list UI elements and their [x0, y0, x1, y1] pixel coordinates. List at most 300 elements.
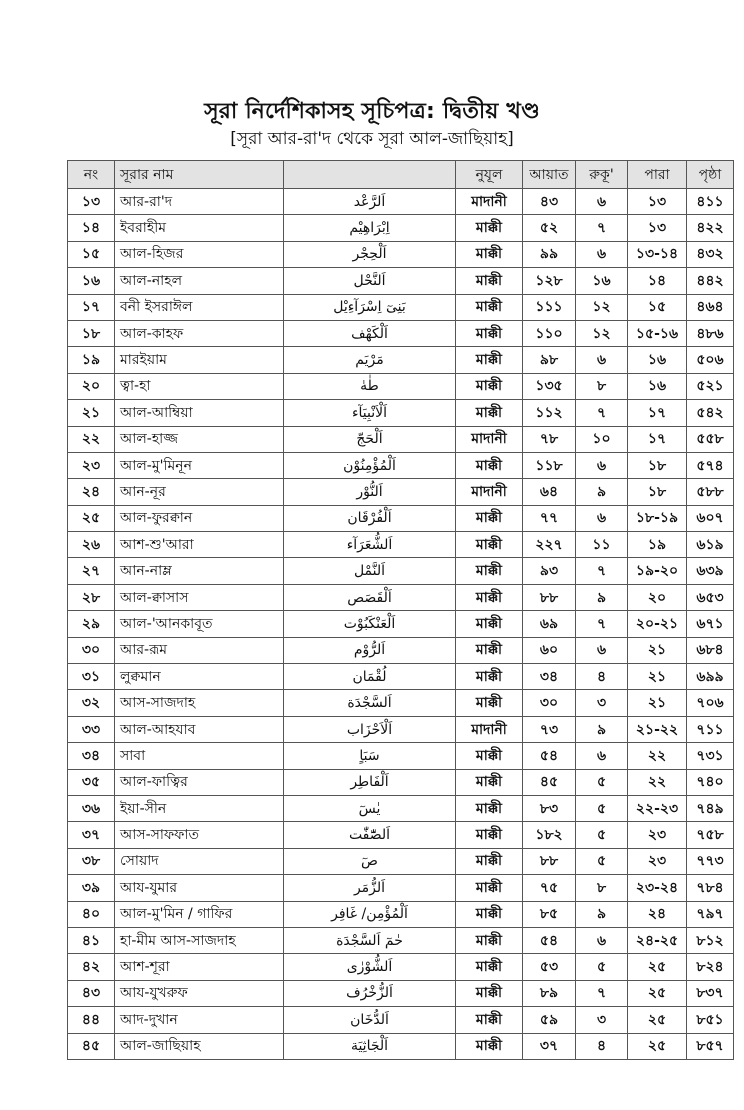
surah-name-bangla: সাবা — [115, 743, 284, 769]
surah-name-arabic: اَلْحِجْر — [284, 241, 456, 267]
surah-number: ১৮ — [68, 320, 115, 346]
surah-number: ৩৬ — [68, 795, 115, 821]
ruku-count: ৬ — [576, 241, 628, 267]
para-range: ১৩ — [628, 189, 687, 215]
page-number: ৫৭৪ — [687, 452, 734, 478]
page-number: ৭০৬ — [687, 690, 734, 716]
page-number: ৪২২ — [687, 215, 734, 241]
ayat-count: ৫৯ — [523, 1007, 576, 1033]
revelation-type: মাক্কী — [456, 611, 523, 637]
table-row — [68, 875, 734, 901]
surah-name-bangla: আল-ফাত্বির — [115, 769, 284, 795]
revelation-type: মাক্কী — [456, 294, 523, 320]
surah-name-bangla: আস-সাফফাত — [115, 822, 284, 848]
header-ayat: আয়াত — [523, 161, 576, 189]
page-number: ৪৩২ — [687, 241, 734, 267]
page-number: ৮১২ — [687, 927, 734, 953]
ayat-count: ১১২ — [523, 400, 576, 426]
surah-name-bangla: আল-'আনকাবূত — [115, 611, 284, 637]
surah-name-bangla: আল-আহযাব — [115, 716, 284, 742]
page-number: ৭৪০ — [687, 769, 734, 795]
ayat-count: ১২৮ — [523, 268, 576, 294]
header-no: নং — [68, 161, 115, 189]
para-range: ২৫ — [628, 1033, 687, 1059]
surah-name-bangla: আশ-শু'আরা — [115, 532, 284, 558]
surah-number: ১৫ — [68, 241, 115, 267]
surah-name-arabic: اَلزُّمَر — [284, 875, 456, 901]
revelation-type: মাক্কী — [456, 980, 523, 1006]
ruku-count: ৪ — [576, 1033, 628, 1059]
surah-name-arabic: اَلسَّجْدَة — [284, 690, 456, 716]
para-range: ২১ — [628, 664, 687, 690]
surah-name-bangla: আর-রূম — [115, 637, 284, 663]
ruku-count: ১১ — [576, 532, 628, 558]
table-row — [68, 373, 734, 399]
ayat-count: ৩৪ — [523, 664, 576, 690]
surah-number: ১৪ — [68, 215, 115, 241]
ruku-count: ৫ — [576, 795, 628, 821]
surah-name-arabic: اَلنُّوْر — [284, 479, 456, 505]
surah-number: ২৭ — [68, 558, 115, 584]
para-range: ২৫ — [628, 1007, 687, 1033]
page-number: ৪৮৬ — [687, 320, 734, 346]
surah-name-bangla: মারইয়াম — [115, 347, 284, 373]
para-range: ১৩ — [628, 215, 687, 241]
page-number: ৮৫১ — [687, 1007, 734, 1033]
surah-name-bangla: আল-ক্বাসাস — [115, 584, 284, 610]
surah-name-arabic: طٰهٰ — [284, 373, 456, 399]
para-range: ১৮ — [628, 479, 687, 505]
surah-name-arabic: سَبَاٍ — [284, 743, 456, 769]
ayat-count: ৫৪ — [523, 743, 576, 769]
surah-number: ১৭ — [68, 294, 115, 320]
revelation-type: মাক্কী — [456, 743, 523, 769]
ayat-count: ৮৮ — [523, 848, 576, 874]
ayat-count: ৬৯ — [523, 611, 576, 637]
ruku-count: ৯ — [576, 584, 628, 610]
surah-name-arabic: اَلْجَاثِيَة — [284, 1033, 456, 1059]
table-row — [68, 558, 734, 584]
page-number: ৬৫৩ — [687, 584, 734, 610]
header-surah-name: সূরার নাম — [115, 161, 284, 189]
ruku-count: ৬ — [576, 189, 628, 215]
table-row — [68, 637, 734, 663]
surah-name-bangla: বনী ইসরাঈল — [115, 294, 284, 320]
surah-name-bangla: হা-মীম আস-সাজদাহ — [115, 927, 284, 953]
para-range: ২১ — [628, 690, 687, 716]
ayat-count: ৪৩ — [523, 189, 576, 215]
surah-name-bangla: ইয়া-সীন — [115, 795, 284, 821]
ruku-count: ৬ — [576, 505, 628, 531]
surah-number: ৪৪ — [68, 1007, 115, 1033]
surah-name-arabic: بَنِىٓ اِسْرَآءِيْل — [284, 294, 456, 320]
ayat-count: ৫৩ — [523, 954, 576, 980]
para-range: ১৮ — [628, 452, 687, 478]
table-row — [68, 320, 734, 346]
surah-number: ১৯ — [68, 347, 115, 373]
ayat-count: ১১১ — [523, 294, 576, 320]
page-number: ৪৬৪ — [687, 294, 734, 320]
ruku-count: ৭ — [576, 611, 628, 637]
ruku-count: ৫ — [576, 769, 628, 795]
surah-name-bangla: আন-নাম্ল — [115, 558, 284, 584]
para-range: ২৪ — [628, 901, 687, 927]
surah-name-bangla: আল-জাছিয়াহ — [115, 1033, 284, 1059]
page-number: ৭৪৯ — [687, 795, 734, 821]
table-row — [68, 452, 734, 478]
table-row — [68, 479, 734, 505]
para-range: ২৪-২৫ — [628, 927, 687, 953]
para-range: ১৫ — [628, 294, 687, 320]
table-row — [68, 822, 734, 848]
surah-name-bangla: আল-মু'মিনূন — [115, 452, 284, 478]
surah-name-bangla: আল-হাজ্জ — [115, 426, 284, 452]
ayat-count: ৮৩ — [523, 795, 576, 821]
ruku-count: ৮ — [576, 373, 628, 399]
para-range: ১৬ — [628, 347, 687, 373]
ayat-count: ৯৮ — [523, 347, 576, 373]
ayat-count: ৭৭ — [523, 505, 576, 531]
page-number: ৬৯৯ — [687, 664, 734, 690]
header-page: পৃষ্ঠা — [687, 161, 734, 189]
ayat-count: ৩০ — [523, 690, 576, 716]
ruku-count: ১৬ — [576, 268, 628, 294]
table-row — [68, 347, 734, 373]
header-nuzul: নুযূল — [456, 161, 523, 189]
para-range: ১৯ — [628, 532, 687, 558]
surah-name-arabic: اَلزُّخْرُف — [284, 980, 456, 1006]
ayat-count: ৯৯ — [523, 241, 576, 267]
revelation-type: মাক্কী — [456, 532, 523, 558]
surah-name-arabic: اَلْقَصَص — [284, 584, 456, 610]
header-para: পারা — [628, 161, 687, 189]
revelation-type: মাক্কী — [456, 795, 523, 821]
ayat-count: ৩৭ — [523, 1033, 576, 1059]
para-range: ১৬ — [628, 373, 687, 399]
surah-name-arabic: اَلْحَجّ — [284, 426, 456, 452]
table-row — [68, 927, 734, 953]
surah-name-bangla: আল-মু'মিন / গাফির — [115, 901, 284, 927]
ayat-count: ৬৪ — [523, 479, 576, 505]
ruku-count: ৫ — [576, 848, 628, 874]
surah-name-arabic: اَلْكَهْف — [284, 320, 456, 346]
surah-name-arabic: اَلْمُؤْمِن/ غَافِر — [284, 901, 456, 927]
ruku-count: ৯ — [576, 901, 628, 927]
revelation-type: মাক্কী — [456, 901, 523, 927]
surah-name-arabic: لُقْمَان — [284, 664, 456, 690]
surah-number: ৪০ — [68, 901, 115, 927]
ruku-count: ৬ — [576, 347, 628, 373]
header-ruku: রুকূ' — [576, 161, 628, 189]
para-range: ১৫-১৬ — [628, 320, 687, 346]
revelation-type: মাক্কী — [456, 268, 523, 294]
para-range: ১৩-১৪ — [628, 241, 687, 267]
surah-name-arabic: اَلشُّوْرٰى — [284, 954, 456, 980]
ayat-count: ৫৪ — [523, 927, 576, 953]
revelation-type: মাক্কী — [456, 637, 523, 663]
surah-name-bangla: আল-কাহফ — [115, 320, 284, 346]
para-range: ২১ — [628, 637, 687, 663]
ruku-count: ৮ — [576, 875, 628, 901]
surah-name-arabic: اَلصّٰٓفّٰت — [284, 822, 456, 848]
page-number: ৭৩১ — [687, 743, 734, 769]
surah-number: ৪৩ — [68, 980, 115, 1006]
table-row — [68, 426, 734, 452]
table-row — [68, 400, 734, 426]
surah-name-arabic: اَلْمُؤْمِنُوْن — [284, 452, 456, 478]
table-row — [68, 294, 734, 320]
ruku-count: ৬ — [576, 743, 628, 769]
table-row — [68, 664, 734, 690]
surah-name-arabic: صٓ — [284, 848, 456, 874]
revelation-type: মাক্কী — [456, 875, 523, 901]
page-number: ৬১৯ — [687, 532, 734, 558]
table-row — [68, 215, 734, 241]
page-title: সূরা নির্দেশিকাসহ সূচিপত্র: দ্বিতীয় খণ্ড — [204, 99, 540, 124]
surah-number: ২৫ — [68, 505, 115, 531]
para-range: ১৭ — [628, 426, 687, 452]
page-number: ৮৫৭ — [687, 1033, 734, 1059]
ayat-count: ৮৮ — [523, 584, 576, 610]
table-row — [68, 690, 734, 716]
surah-number: ৪৫ — [68, 1033, 115, 1059]
table-row — [68, 769, 734, 795]
surah-name-arabic: اَلْعَنْكَبُوْت — [284, 611, 456, 637]
ruku-count: ১২ — [576, 320, 628, 346]
surah-name-bangla: আর-রা'দ — [115, 189, 284, 215]
surah-name-arabic: اَلْاَنْبِيَآء — [284, 400, 456, 426]
para-range: ১৪ — [628, 268, 687, 294]
page-number: ৮২৪ — [687, 954, 734, 980]
surah-index-table — [67, 160, 734, 1060]
surah-name-bangla: আদ-দুখান — [115, 1007, 284, 1033]
surah-name-bangla: আয-যুমার — [115, 875, 284, 901]
ayat-count: ৭৩ — [523, 716, 576, 742]
revelation-type: মাক্কী — [456, 505, 523, 531]
revelation-type: মাক্কী — [456, 664, 523, 690]
surah-number: ৩৮ — [68, 848, 115, 874]
table-row — [68, 268, 734, 294]
revelation-type: মাদানী — [456, 426, 523, 452]
revelation-type: মাক্কী — [456, 400, 523, 426]
ayat-count: ৮৫ — [523, 901, 576, 927]
para-range: ১৯-২০ — [628, 558, 687, 584]
revelation-type: মাক্কী — [456, 1007, 523, 1033]
ruku-count: ৯ — [576, 479, 628, 505]
ruku-count: ৬ — [576, 452, 628, 478]
table-row — [68, 954, 734, 980]
ayat-count: ৮৯ — [523, 980, 576, 1006]
revelation-type: মাদানী — [456, 189, 523, 215]
surah-name-bangla: আয-যুখরুফ — [115, 980, 284, 1006]
revelation-type: মাক্কী — [456, 690, 523, 716]
para-range: ২২ — [628, 769, 687, 795]
page-number: ৫৫৮ — [687, 426, 734, 452]
page-number: ৭৭৩ — [687, 848, 734, 874]
surah-number: ৩৩ — [68, 716, 115, 742]
page-number: ৬০৭ — [687, 505, 734, 531]
surah-number: ৩৫ — [68, 769, 115, 795]
page-number: ৫২১ — [687, 373, 734, 399]
surah-name-bangla: ত্বা-হা — [115, 373, 284, 399]
page-number: ৭৫৮ — [687, 822, 734, 848]
para-range: ২৫ — [628, 980, 687, 1006]
surah-number: ৩৪ — [68, 743, 115, 769]
header-arabic-name — [284, 161, 456, 189]
revelation-type: মাক্কী — [456, 927, 523, 953]
surah-number: ২৬ — [68, 532, 115, 558]
ruku-count: ৭ — [576, 980, 628, 1006]
surah-number: ২৮ — [68, 584, 115, 610]
revelation-type: মাক্কী — [456, 954, 523, 980]
table-row — [68, 1007, 734, 1033]
ruku-count: ৯ — [576, 716, 628, 742]
surah-name-bangla: আন-নূর — [115, 479, 284, 505]
surah-name-arabic: اَلدُّخَان — [284, 1007, 456, 1033]
para-range: ২০ — [628, 584, 687, 610]
ruku-count: ৫ — [576, 822, 628, 848]
surah-number: ১৬ — [68, 268, 115, 294]
ruku-count: ৭ — [576, 558, 628, 584]
ruku-count: ৭ — [576, 215, 628, 241]
revelation-type: মাক্কী — [456, 1033, 523, 1059]
surah-name-bangla: আস-সাজদাহ — [115, 690, 284, 716]
revelation-type: মাক্কী — [456, 558, 523, 584]
table-row — [68, 795, 734, 821]
page-number: ৫৪২ — [687, 400, 734, 426]
page-number: ৭১১ — [687, 716, 734, 742]
surah-name-bangla: সোয়াদ — [115, 848, 284, 874]
ayat-count: ৯৩ — [523, 558, 576, 584]
surah-number: ২১ — [68, 400, 115, 426]
revelation-type: মাক্কী — [456, 848, 523, 874]
para-range: ২২ — [628, 743, 687, 769]
table-row — [68, 980, 734, 1006]
revelation-type: মাদানী — [456, 716, 523, 742]
surah-number: ২৪ — [68, 479, 115, 505]
ruku-count: ৩ — [576, 690, 628, 716]
page-subtitle: [সূরা আর-রা'দ থেকে সূরা আল-জাছিয়াহ] — [230, 129, 514, 149]
surah-name-bangla: আল-হিজর — [115, 241, 284, 267]
page-number: ৬৭১ — [687, 611, 734, 637]
ayat-count: ৭৮ — [523, 426, 576, 452]
surah-number: ২০ — [68, 373, 115, 399]
revelation-type: মাক্কী — [456, 373, 523, 399]
page-number: ৭৯৭ — [687, 901, 734, 927]
ayat-count: ৫২ — [523, 215, 576, 241]
surah-name-arabic: اِبْرَاهِيْم — [284, 215, 456, 241]
surah-number: ৩৭ — [68, 822, 115, 848]
table-row — [68, 611, 734, 637]
ruku-count: ১০ — [576, 426, 628, 452]
surah-name-bangla: লুক্বমান — [115, 664, 284, 690]
page-number: ৫০৬ — [687, 347, 734, 373]
ayat-count: ১১০ — [523, 320, 576, 346]
page-number: ৬৮৪ — [687, 637, 734, 663]
ruku-count: ৬ — [576, 927, 628, 953]
surah-number: ২৯ — [68, 611, 115, 637]
page-number: ৪৪২ — [687, 268, 734, 294]
table-row — [68, 1033, 734, 1059]
surah-number: ৩০ — [68, 637, 115, 663]
ruku-count: ৫ — [576, 954, 628, 980]
surah-name-arabic: اَلشُّعَرَآء — [284, 532, 456, 558]
revelation-type: মাক্কী — [456, 769, 523, 795]
ayat-count: ৭৫ — [523, 875, 576, 901]
ayat-count: ৬০ — [523, 637, 576, 663]
surah-name-arabic: يٰسٓ — [284, 795, 456, 821]
table-row — [68, 505, 734, 531]
table-row — [68, 584, 734, 610]
surah-name-bangla: আল-ফুরক্বান — [115, 505, 284, 531]
surah-name-arabic: اَلْفَاطِر — [284, 769, 456, 795]
para-range: ২২-২৩ — [628, 795, 687, 821]
page-number: ৬৩৯ — [687, 558, 734, 584]
table-row — [68, 901, 734, 927]
surah-name-arabic: اَلنَّمْل — [284, 558, 456, 584]
surah-name-arabic: مَرْيَم — [284, 347, 456, 373]
ruku-count: ৪ — [576, 664, 628, 690]
table-row — [68, 532, 734, 558]
ayat-count: ১১৮ — [523, 452, 576, 478]
table-row — [68, 189, 734, 215]
table-row — [68, 716, 734, 742]
para-range: ২০-২১ — [628, 611, 687, 637]
ruku-count: ৭ — [576, 400, 628, 426]
surah-number: ৩৯ — [68, 875, 115, 901]
page-number: ৪১১ — [687, 189, 734, 215]
para-range: ১৭ — [628, 400, 687, 426]
para-range: ২৩-২৪ — [628, 875, 687, 901]
surah-name-bangla: ইবরাহীম — [115, 215, 284, 241]
surah-number: ২৩ — [68, 452, 115, 478]
ruku-count: ১২ — [576, 294, 628, 320]
surah-number: ২২ — [68, 426, 115, 452]
revelation-type: মাক্কী — [456, 320, 523, 346]
table-row — [68, 241, 734, 267]
surah-name-arabic: حٰمٓ اَلسَّجْدَة — [284, 927, 456, 953]
para-range: ২৩ — [628, 822, 687, 848]
ayat-count: ২২৭ — [523, 532, 576, 558]
para-range: ২১-২২ — [628, 716, 687, 742]
ayat-count: ৪৫ — [523, 769, 576, 795]
surah-number: ১৩ — [68, 189, 115, 215]
revelation-type: মাক্কী — [456, 241, 523, 267]
revelation-type: মাক্কী — [456, 215, 523, 241]
revelation-type: মাক্কী — [456, 347, 523, 373]
surah-name-bangla: আশ-শূরা — [115, 954, 284, 980]
surah-name-bangla: আল-আম্বিয়া — [115, 400, 284, 426]
page-number: ৫৮৮ — [687, 479, 734, 505]
revelation-type: মাদানী — [456, 479, 523, 505]
page-number: ৭৮৪ — [687, 875, 734, 901]
para-range: ২৩ — [628, 848, 687, 874]
surah-number: ৩২ — [68, 690, 115, 716]
para-range: ২৫ — [628, 954, 687, 980]
surah-name-arabic: اَلْاَحْزَاب — [284, 716, 456, 742]
ayat-count: ১৩৫ — [523, 373, 576, 399]
revelation-type: মাক্কী — [456, 452, 523, 478]
surah-name-arabic: اَلْفُرْقَان — [284, 505, 456, 531]
revelation-type: মাক্কী — [456, 584, 523, 610]
surah-name-arabic: اَلرُّوْم — [284, 637, 456, 663]
ayat-count: ১৮২ — [523, 822, 576, 848]
para-range: ১৮-১৯ — [628, 505, 687, 531]
page-number: ৮৩৭ — [687, 980, 734, 1006]
revelation-type: মাক্কী — [456, 822, 523, 848]
surah-name-bangla: আল-নাহল — [115, 268, 284, 294]
table-row — [68, 743, 734, 769]
